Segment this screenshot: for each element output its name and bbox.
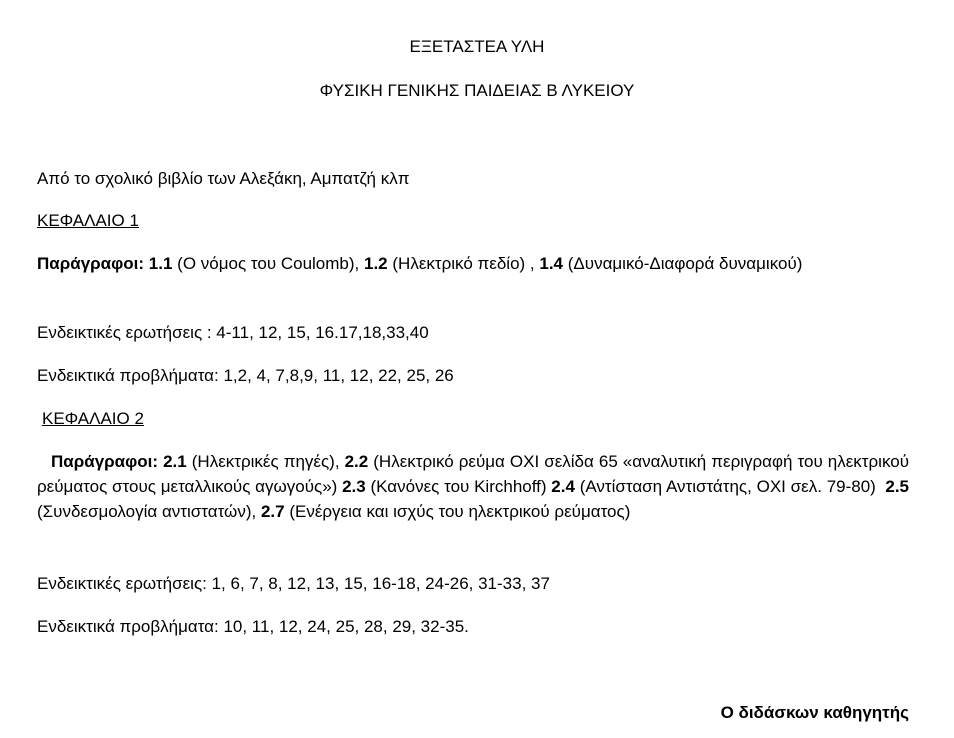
chapter1-heading: ΚΕΦΑΛΑΙΟ 1	[37, 211, 139, 230]
chapter1-questions: Ενδεικτικές ερωτήσεις : 4-11, 12, 15, 16.17,18,33,40	[37, 323, 429, 342]
chapter2-paragraphs: Παράγραφοι: 2.1 (Ηλεκτρικές πηγές), 2.2 (Ηλεκτρικό ρεύμα ΟΧΙ σελίδα 65 «αναλυτική περιγραφή του ηλεκτρικού ρεύματος στους μεταλλικούς αγωγούς») 2.3 (Κανόνες του Kirchhoff) 2.4 (Αντίσταση Αντιστάτης, ΟΧΙ σελ. 79-80) 2.5 (Συνδεσμολογία αντιστατών), 2.7 (Ενέργεια και ισχύς του ηλεκτρικού ρεύματος)	[37, 452, 909, 521]
chapter2-questions: Ενδεικτικές ερωτήσεις: 1, 6, 7, 8, 12, 13, 15, 16-18, 24-26, 31-33, 37	[37, 574, 550, 593]
chapter1-problems: Ενδεικτικά προβλήματα: 1,2, 4, 7,8,9, 11, 12, 22, 25, 26	[37, 366, 454, 385]
chapter2-paragraphs-label: Παράγραφοι:	[51, 452, 159, 471]
document-title: ΕΞΕΤΑΣΤΕΑ ΥΛΗ	[409, 37, 545, 56]
chapter1-paragraphs: Παράγραφοι: 1.1 (Ο νόμος του Coulomb), 1.2 (Ηλεκτρικό πεδίο) , 1.4 (Δυναμικό-Διαφορά δυναμικού)	[37, 254, 803, 273]
signature: Ο διδάσκων καθηγητής	[720, 703, 909, 722]
document-subtitle: ΦΥΣΙΚΗ ΓΕΝΙΚΗΣ ΠΑΙΔΕΙΑΣ Β ΛΥΚΕΙΟΥ	[319, 81, 635, 100]
chapter1-paragraphs-label: Παράγραφοι:	[37, 254, 145, 273]
intro-text: Από το σχολικό βιβλίο των Αλεξάκη, Αμπατζή κλπ	[37, 169, 410, 188]
chapter2-problems: Ενδεικτικά προβλήματα: 10, 11, 12, 24, 25, 28, 29, 32-35.	[37, 617, 469, 636]
chapter2-heading: ΚΕΦΑΛΑΙΟ 2	[42, 409, 144, 428]
